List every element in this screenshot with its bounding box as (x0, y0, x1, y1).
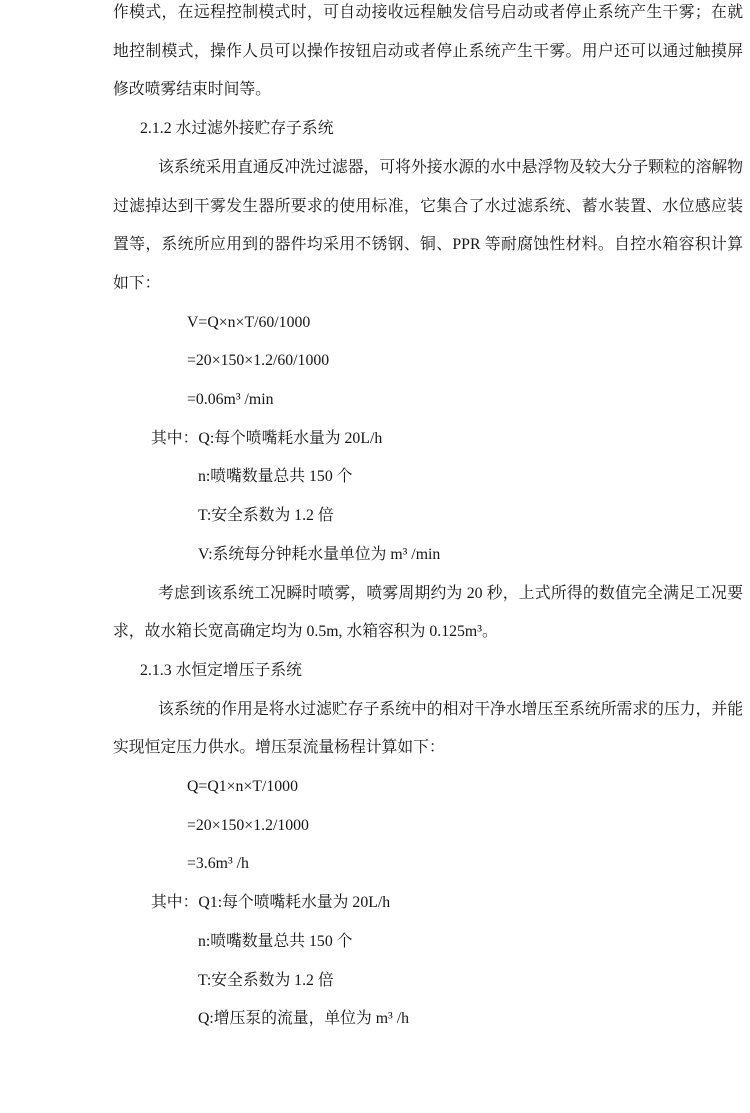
formula-line-volume-result: =0.06m³ /min (187, 391, 274, 409)
formula-line-flow-result: =3.6m³ /h (187, 855, 249, 873)
definition-item: Q1:每个喷嘴耗水量为 20L/h (198, 894, 391, 912)
where-label: 其中： (151, 894, 199, 912)
section-heading-2-1-2: 2.1.2 水过滤外接贮存子系统 (140, 120, 334, 138)
formula-line-flow-substitution: =20×150×1.2/1000 (187, 816, 309, 834)
definition-item: n:喷嘴数量总共 150 个 (198, 468, 353, 486)
definition-item: Q:每个喷嘴耗水量为 20L/h (198, 429, 383, 447)
definition-item: V:系统每分钟耗水量单位为 m³ /min (198, 545, 441, 563)
intro-paragraph: 作模式，在远程控制模式时，可自动接收远程触发信号启动或者停止系统产生干雾；在就地控制模式，操作人员可以操作按钮启动或者停止系统产生干雾。用户还可以通过触摸屏修改喷雾结束时间等。 (113, 4, 743, 99)
document-body (113, 0, 743, 1039)
definition-item: T:安全系数为 1.2 倍 (198, 971, 334, 989)
section-2-1-2-body-paragraph: 该系统采用直通反冲洗过滤器，可将外接水源的水中悬浮物及较大分子颗粒的溶解物过滤掉达到干雾发生器所要求的使用标准，它集合了水过滤系统、蓄水装置、水位感应装置等，系统所应用到的器件均采用不锈钢、铜、PPR 等耐腐蚀性材料。自控水箱容积计算如下： (113, 158, 743, 292)
where-label: 其中： (151, 429, 199, 447)
section-2-1-3-body-paragraph: 该系统的作用是将水过滤贮存子系统中的相对干净水增压至系统所需求的压力，并能实现恒定压力供水。增压泵流量杨程计算如下： (113, 700, 743, 757)
formula-line-flow: Q=Q1×n×T/1000 (187, 778, 298, 796)
definition-item: Q:增压泵的流量，单位为 m³ /h (198, 1010, 409, 1028)
formula-line-volume: V=Q×n×T/60/1000 (187, 313, 311, 331)
where-row-2-1-2 (113, 420, 743, 459)
section-heading-2-1-3: 2.1.3 水恒定增压子系统 (140, 661, 302, 679)
formula-line-volume-substitution: =20×150×1.2/60/1000 (187, 352, 330, 370)
where-row-2-1-3 (113, 884, 743, 923)
definition-item: n:喷嘴数量总共 150 个 (198, 932, 353, 950)
section-2-1-2-conclusion-paragraph: 考虑到该系统工况瞬时喷雾，喷雾周期约为 20 秒，上式所得的数值完全满足工况要求，故水箱长宽高确定均为 0.5m, 水箱容积为 0.125m³。 (113, 584, 743, 641)
definition-item: T:安全系数为 1.2 倍 (198, 507, 334, 525)
